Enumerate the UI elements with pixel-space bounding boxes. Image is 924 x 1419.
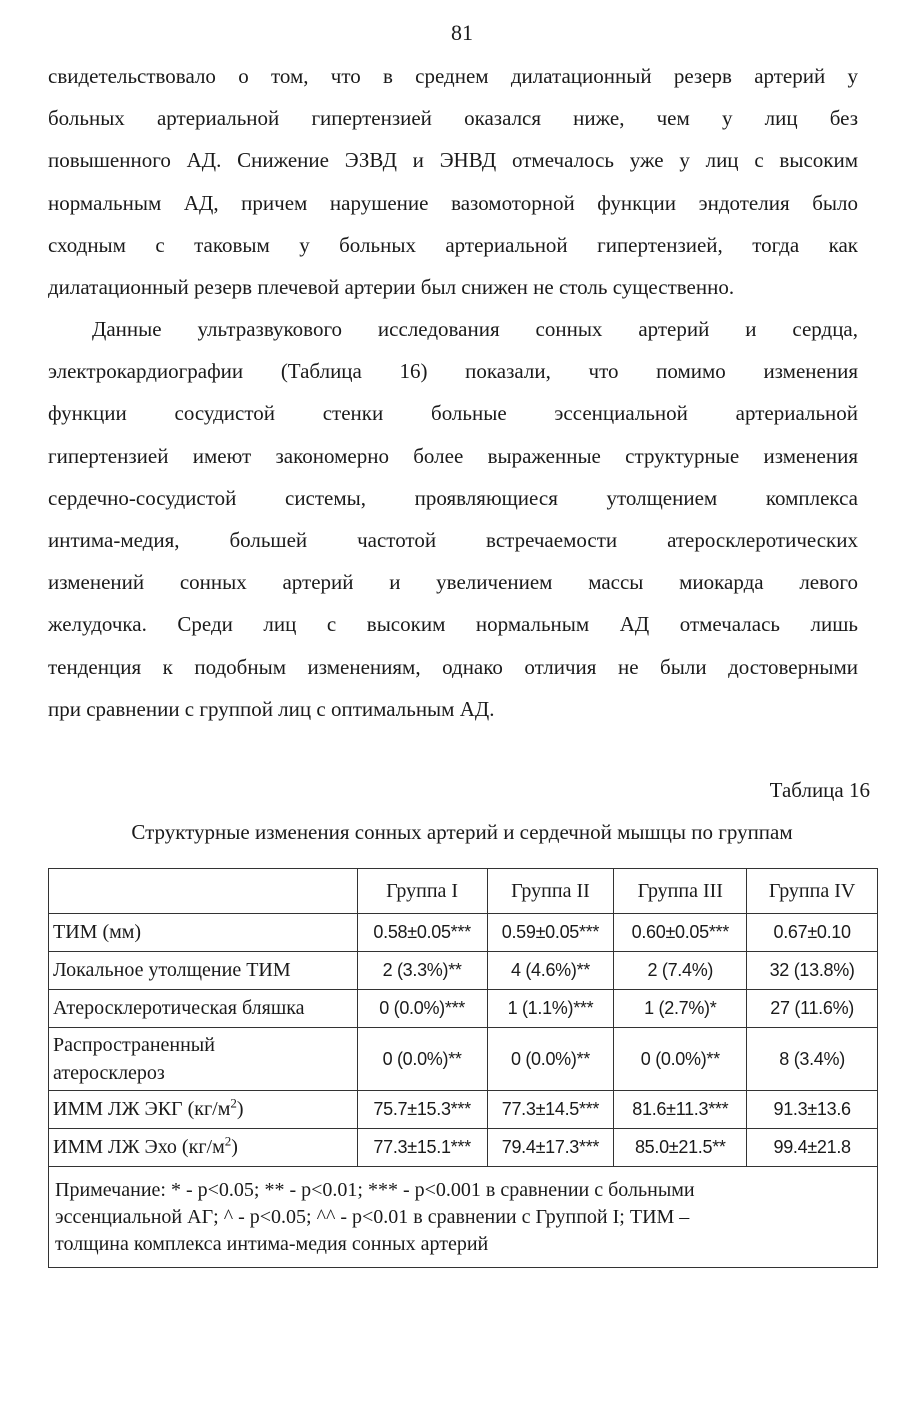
table-cell: 85.0±21.5**: [614, 1129, 747, 1167]
text-line: при сравнении с группой лиц с оптимальным АД.: [48, 696, 495, 721]
text-line: гипертензией имеют закономерно более выраженные структурные изменения: [48, 443, 858, 468]
table-note-row: [49, 1167, 878, 1268]
table-row: [49, 914, 878, 952]
page-number: 81: [451, 20, 473, 45]
row-label: [49, 1091, 358, 1129]
text-line: свидетельствовало о том, что в среднем дилатационный резерв артерий у: [48, 64, 858, 88]
row-label-text: ИММ ЛЖ Эхо (кг/м: [53, 1136, 225, 1158]
table-cell: 75.7±15.3***: [357, 1091, 487, 1129]
table-cell: 0 (0.0%)**: [614, 1028, 747, 1091]
table-cell: 77.3±15.1***: [357, 1129, 487, 1167]
note-line: эссенциальной АГ; ^ - p<0.05; ^^ - p<0.01 в сравнении с Группой I; ТИМ –: [55, 1205, 690, 1228]
table-cell: 8 (3.4%): [747, 1028, 878, 1091]
paragraph-1: [48, 55, 858, 308]
table-cell: 0.58±0.05***: [357, 914, 487, 952]
header-cell-group-3: Группа III: [614, 869, 747, 914]
header-cell-empty: [49, 869, 358, 914]
text-line: желудочка. Среди лиц с высоким нормальным АД отмечалась лишь: [48, 612, 858, 637]
table-number: Таблица 16: [769, 778, 870, 802]
table-cell: 0 (0.0%)***: [357, 990, 487, 1028]
data-table: [48, 868, 878, 1268]
text-line: сходным с таковым у больных артериальной гипертензией, тогда как: [48, 232, 858, 257]
text-line: нормальным АД, причем нарушение вазомоторной функции эндотелия было: [48, 190, 858, 215]
text-line: повышенного АД. Снижение ЭЗВД и ЭНВД отмечалось уже у лиц с высоким: [48, 148, 858, 173]
table-title: Структурные изменения сонных артерий и сердечной мышцы по группам: [131, 820, 793, 844]
table-cell: 1 (2.7%)*: [614, 990, 747, 1028]
text-line: интима-медия, большей частотой встречаемости атеросклеротических: [48, 527, 858, 552]
superscript: 2: [224, 1133, 232, 1149]
note-line: Примечание: * - p<0.05; ** - p<0.01; *** - p<0.001 в сравнении с больными: [55, 1178, 695, 1201]
table-cell: 32 (13.8%): [747, 952, 878, 990]
table-cell: 4 (4.6%)**: [487, 952, 614, 990]
table-row: [49, 990, 878, 1028]
table-cell: 81.6±11.3***: [614, 1091, 747, 1129]
table-row: [49, 1129, 878, 1167]
header-cell-group-4: Группа IV: [747, 869, 878, 914]
row-label: ТИМ (мм): [49, 914, 358, 952]
table-note: [49, 1167, 878, 1268]
text-line: больных артериальной гипертензией оказался ниже, чем у лиц без: [48, 106, 858, 131]
row-label: [49, 1028, 358, 1091]
table-cell: 77.3±14.5***: [487, 1091, 614, 1129]
text-line: Данные ультразвукового исследования сонных артерий и сердца,: [92, 317, 858, 341]
table-cell: 2 (7.4%): [614, 952, 747, 990]
table-cell: 0 (0.0%)**: [487, 1028, 614, 1091]
table-cell: 0 (0.0%)**: [357, 1028, 487, 1091]
row-label-text: ИММ ЛЖ ЭКГ (кг/м: [53, 1098, 231, 1120]
text-line: тенденция к подобным изменениям, однако отличия не были достоверными: [48, 654, 858, 679]
row-label-text: ): [236, 1098, 244, 1120]
row-label-line: Распространенный: [53, 1034, 215, 1056]
text-line: функции сосудистой стенки больные эссенциальной артериальной: [48, 401, 858, 426]
text-line: электрокардиографии (Таблица 16) показали, что помимо изменения: [48, 359, 858, 384]
table-header-row: [49, 869, 878, 914]
text-line: дилатационный резерв плечевой артерии был снижен не столь существенно.: [48, 274, 735, 299]
superscript: 2: [230, 1095, 237, 1111]
text-line: изменений сонных артерий и увеличением массы миокарда левого: [48, 570, 858, 595]
header-cell-group-2: Группа II: [487, 869, 614, 914]
header-cell-group-1: Группа I: [357, 869, 487, 914]
row-label-text: ): [231, 1136, 238, 1158]
table-cell: 0.59±0.05***: [487, 914, 614, 952]
table-cell: 27 (11.6%): [747, 990, 878, 1028]
row-label-line: атеросклероз: [53, 1062, 165, 1084]
table-row: [49, 1091, 878, 1129]
text-line: сердечно-сосудистой системы, проявляющиеся утолщением комплекса: [48, 485, 858, 510]
table-row: [49, 952, 878, 990]
row-label: Локальное утолщение ТИМ: [49, 952, 358, 990]
table-cell: 2 (3.3%)**: [357, 952, 487, 990]
note-line: толщина комплекса интима-медия сонных артерий: [55, 1232, 489, 1255]
table-cell: 0.67±0.10: [747, 914, 878, 952]
table-cell: 1 (1.1%)***: [487, 990, 614, 1028]
row-label: Атеросклеротическая бляшка: [49, 990, 358, 1028]
row-label: [49, 1129, 358, 1167]
table-cell: 0.60±0.05***: [614, 914, 747, 952]
table-cell: 99.4±21.8: [747, 1129, 878, 1167]
table-cell: 91.3±13.6: [747, 1091, 878, 1129]
table-cell: 79.4±17.3***: [487, 1129, 614, 1167]
table-row: [49, 1028, 878, 1091]
paragraph-2: [48, 308, 858, 730]
